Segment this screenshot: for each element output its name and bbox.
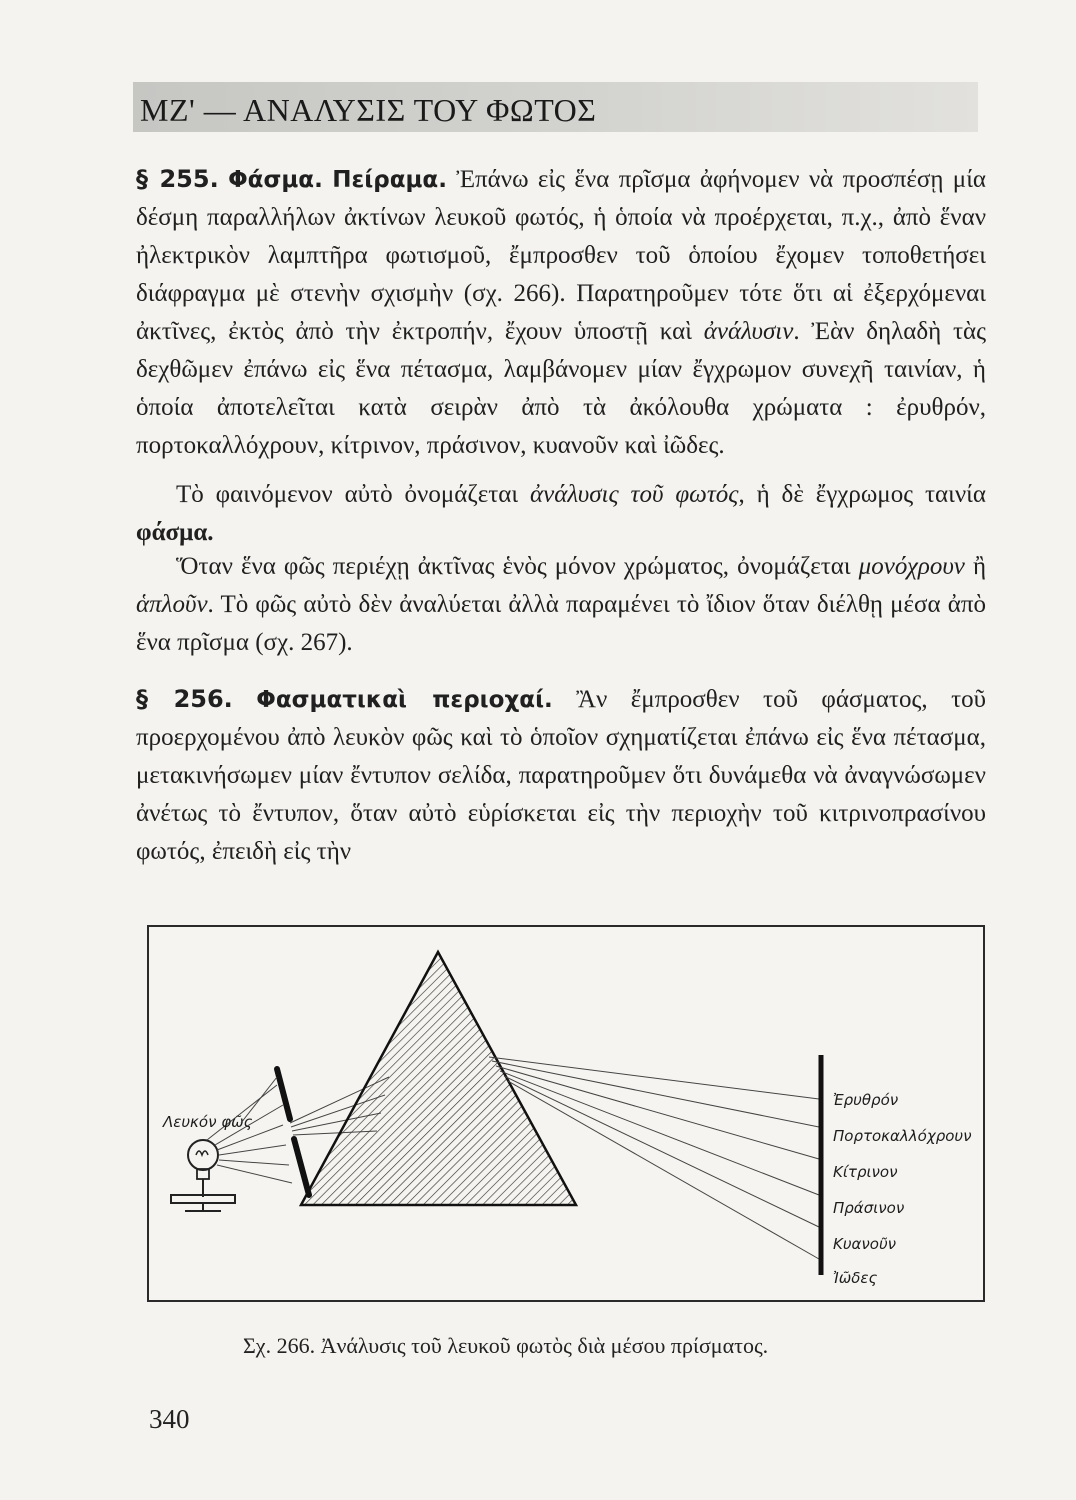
italic-term: ἀνάλυσις τοῦ φωτός [530, 481, 739, 508]
prism-shape [301, 952, 576, 1205]
chapter-title: ΜΖ' — ΑΝΑΛΥΣΙΣ ΤΟΥ ΦΩΤΟΣ [140, 92, 597, 128]
section-number: § 255. [136, 165, 219, 193]
paragraph-text: , ἡ δὲ ἔγχρωμος ταινία [738, 481, 987, 508]
slit-diaphragm [277, 1069, 309, 1195]
section-number: § 256. [136, 685, 233, 713]
label-leader-line [241, 1077, 277, 1123]
section-255-paragraph [136, 160, 986, 465]
light-bulb-icon [171, 1140, 235, 1211]
spectrum-label-orange: Πορτοκαλλόχρουν [833, 1127, 972, 1145]
spectrum-label-blue: Κυανοῦν [833, 1235, 897, 1253]
section-heading: Φασματικαὶ περιοχαί. [256, 687, 553, 713]
spectrum-label-violet: Ἰῶδες [833, 1269, 878, 1287]
prism-figure [147, 925, 985, 1302]
paragraph-text: Τὸ φαινόμενον αὐτὸ ὀνομάζεται [176, 481, 519, 508]
section-heading: Φάσμα. [228, 167, 323, 193]
white-light-label: Λευκόν φῶς [163, 1113, 253, 1131]
italic-term: μονόχρουν [858, 553, 965, 580]
section-256-paragraph [136, 680, 986, 871]
italic-term: ἁπλοῦν [136, 591, 208, 618]
italic-term: ἀνάλυσιν [703, 318, 794, 345]
paragraph-text: Ἐπάνω εἰς ἕνα πρῖσμα ἀφήνομεν νὰ προσπέσῃ μία δέσμη παραλλήλων ἀκτίνων λευκοῦ φωτός, ἡ ὁποία νὰ προέρχεται, π.χ., ἀπὸ ἕναν ἠλεκτρικὸν λαμπτῆρα φωτισμοῦ, ἔμπροσθεν τοῦ ὁποίου ἔχομεν τοποθετήσει διάφραγμα μὲ στενὴν σχισμὴν (σχ. 266). Παρατηροῦμεν τότε ὅτι αἱ ἐξερχόμεναι ἀκτῖνες, ἐκτὸς ἀπὸ τὴν ἐκτροπήν, ἔχουν ὑποστῇ καὶ [136, 166, 987, 345]
prism-diagram [149, 927, 987, 1304]
spectrum-label-red: Ἐρυθρόν [833, 1091, 899, 1109]
spectrum-label-green: Πράσινον [833, 1199, 905, 1217]
paragraph-text: ἢ [972, 553, 987, 580]
section-subheading: Πείραμα. [332, 167, 447, 193]
page-number: 340 [149, 1404, 190, 1434]
spectrum-definition-paragraph [136, 476, 986, 552]
spectrum-label-yellow: Κίτρινον [833, 1163, 898, 1181]
bold-term: φάσμα. [136, 519, 214, 546]
figure-caption: Σχ. 266. Ἀνάλυσις τοῦ λευκοῦ φωτὸς διὰ μέσου πρίσματος. [243, 1333, 769, 1358]
incident-rays [207, 1085, 292, 1183]
spectrum-labels [833, 1091, 971, 1287]
paragraph-text: . Ἐὰν δηλαδὴ τὰς δεχθῶμεν ἐπάνω εἰς ἕνα πέτασμα, λαμβάνομεν μίαν ἔγχρωμον συνεχῆ ταινίαν, ἡ ὁποία ἀποτελεῖται κατὰ σειρὰν ἀπὸ τὰ ἀκόλουθα χρώματα : ἐρυθρόν, πορτοκαλλόχρουν, κίτρινον, πράσινον, κυανοῦν καὶ ἰῶδες. [136, 318, 987, 459]
monochromatic-paragraph [136, 548, 986, 662]
paragraph-text: Ἂν ἔμπροσθεν τοῦ φάσματος, τοῦ προερχομένου ἀπὸ λευκὸν φῶς καὶ τὸ ὁποῖον σχηματίζεται ἐπάνω εἰς ἕνα πέτασμα, μετακινήσωμεν μίαν ἔντυπον σελίδα, παρατηροῦμεν ὅτι δυνάμεθα νὰ ἀναγνώσωμεν ἀνέτως τὸ ἔντυπον, ὅταν αὐτὸ εὑρίσκεται εἰς τὴν περιοχὴν τοῦ κιτρινοπρασίνου φωτός, ἐπειδὴ εἰς τὴν [136, 686, 987, 865]
paragraph-text: . Τὸ φῶς αὐτὸ δὲν ἀναλύεται ἀλλὰ παραμένει τὸ ἴδιον ὅταν διέλθῃ μέσα ἀπὸ ἕνα πρῖσμα (σχ. 267). [136, 591, 986, 656]
paragraph-text: Ὅταν ἕνα φῶς περιέχῃ ἀκτῖνας ἑνὸς μόνον χρώματος, ὀνομάζεται [176, 553, 851, 580]
